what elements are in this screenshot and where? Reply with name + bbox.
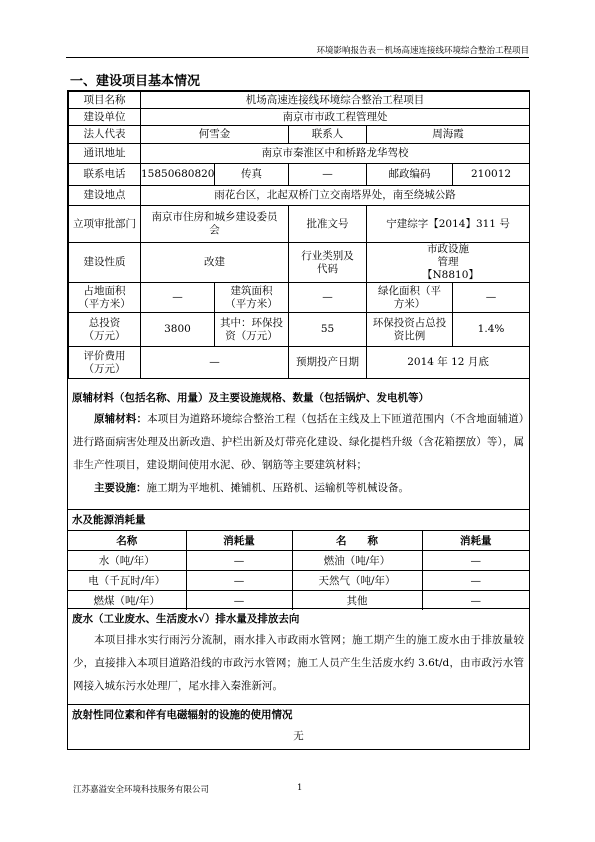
value-project-name: 机场高速连接线环境综合整治工程项目	[141, 92, 530, 109]
value-address: 南京市秦淮区中和桥路龙华驾校	[141, 144, 530, 164]
radiation-title: 放射性同位素和伴有电磁辐射的设施的使用情况	[72, 709, 293, 721]
header-rule	[66, 57, 529, 58]
footer-company: 江苏嘉溢安全环境科技服务有限公司	[73, 785, 210, 795]
label-env-invest: 其中：环保投资（万元）	[215, 313, 289, 347]
energy-cell: —	[422, 591, 529, 611]
radiation-value: 无	[293, 730, 304, 742]
value-env-invest: 55	[289, 313, 367, 347]
wastewater-section	[68, 608, 529, 698]
materials-raw-label: 原辅材料：	[94, 413, 148, 425]
label-industry: 行业类别及代码	[289, 243, 367, 283]
materials-section	[68, 388, 529, 500]
section-title: 一、建设项目基本情况	[70, 74, 201, 89]
materials-equip-paragraph	[68, 477, 529, 500]
materials-equip-text: 施工期为平地机、摊铺机、压路机、运输机等机械设备。	[146, 482, 409, 494]
value-total-invest: 3800	[141, 313, 215, 347]
label-location: 建设地点	[69, 186, 141, 206]
value-start-date: 2014 年 12 月底	[367, 347, 530, 379]
energy-cell: —	[186, 551, 292, 571]
label-total-invest: 总投资（万元）	[69, 313, 141, 347]
value-location: 雨花台区，北起双桥门立交南塔界处，南至绕城公路	[141, 186, 530, 206]
energy-col-amount: 消耗量	[186, 531, 292, 551]
materials-raw-text: 本项目为道路环境综合整治工程（包括在主线及上下匝道范围内（不含地面辅道）进行路面病害处理及出新改造、护栏出新及灯带亮化建设、绿化提档升级（含花箱摆放）等），属非生产性项目，建设期间使用水泥、砂、钢筋等主要建筑材料；	[73, 413, 524, 471]
value-legal-rep: 何雪金	[141, 126, 289, 144]
value-unit: 南京市市政工程管理处	[141, 109, 530, 126]
label-approval-no: 批准文号	[289, 206, 367, 243]
label-postcode: 邮政编码	[367, 164, 453, 186]
label-unit: 建设单位	[69, 109, 141, 126]
wastewater-title: 废水（工业废水、生活废水√）排水量及排放去向	[72, 613, 300, 625]
energy-col-amount2: 消耗量	[422, 531, 529, 551]
energy-cell: 燃油（吨/年）	[292, 551, 422, 571]
energy-col-name2: 名 称	[292, 531, 422, 551]
materials-raw-paragraph	[68, 408, 529, 477]
basic-info-table	[68, 91, 530, 379]
table-row	[68, 571, 529, 591]
energy-cell: 水（吨/年）	[68, 551, 186, 571]
energy-cell: 其他	[292, 591, 422, 611]
energy-title: 水及能源消耗量	[72, 514, 146, 526]
radiation-section	[68, 704, 529, 747]
energy-cell: —	[186, 591, 292, 611]
label-eval-cost: 评价费用（万元）	[69, 347, 141, 379]
energy-cell: 天然气（吨/年）	[292, 571, 422, 591]
materials-equip-label: 主要设施：	[94, 482, 147, 494]
energy-cell: 电（千瓦时/年）	[68, 571, 186, 591]
label-building-area: 建筑面积（平方米）	[215, 283, 289, 313]
value-postcode: 210012	[453, 164, 530, 186]
wastewater-text: 本项目排水实行雨污分流制，雨水排入市政雨水管网；施工期产生的施工废水由于排放量较少，直接排入本项目道路沿线的市政污水管网；施工人员产生生活废水约 3.6t/d，由市政污水管网接入城东污水处理厂，尾水排入秦淮新河。	[73, 634, 524, 692]
label-address: 通讯地址	[69, 144, 141, 164]
label-green-area: 绿化面积（平方米）	[367, 283, 453, 313]
label-env-ratio: 环保投资占总投资比例	[367, 313, 453, 347]
label-project-name: 项目名称	[69, 92, 141, 109]
value-land-area: —	[141, 283, 215, 313]
value-phone: 15850680820	[141, 164, 215, 186]
value-green-area: —	[453, 283, 530, 313]
materials-title: 原辅材料（包括名称、用量）及主要设施规格、数量（包括锅炉、发电机等）	[72, 392, 429, 404]
label-legal-rep: 法人代表	[69, 126, 141, 144]
value-env-ratio: 1.4%	[453, 313, 530, 347]
energy-section	[68, 509, 529, 610]
energy-cell: —	[422, 571, 529, 591]
label-land-area: 占地面积（平方米）	[69, 283, 141, 313]
value-approval-dept: 南京市住房和城乡建设委员会	[141, 206, 289, 243]
label-approval-dept: 立项审批部门	[69, 206, 141, 243]
page-number: 1	[297, 783, 303, 793]
energy-cell: —	[422, 551, 529, 571]
energy-cell: 燃煤（吨/年）	[68, 591, 186, 611]
label-nature: 建设性质	[69, 243, 141, 283]
label-start-date: 预期投产日期	[289, 347, 367, 379]
energy-cell: —	[186, 571, 292, 591]
energy-table	[68, 530, 529, 610]
value-industry: 市政设施管理【N8810】	[367, 243, 530, 283]
value-nature: 改建	[141, 243, 289, 283]
label-contact: 联系人	[289, 126, 367, 144]
value-building-area: —	[289, 283, 367, 313]
table-row	[68, 551, 529, 571]
value-eval-cost: —	[141, 347, 289, 379]
running-header: 环境影响报告表－机场高速连接线环境综合整治工程项目	[316, 46, 529, 56]
value-contact: 周海霞	[367, 126, 530, 144]
value-fax: —	[289, 164, 367, 186]
label-phone: 联系电话	[69, 164, 141, 186]
value-approval-no: 宁建综字【2014】311 号	[367, 206, 530, 243]
label-fax: 传真	[215, 164, 289, 186]
energy-col-name: 名称	[68, 531, 186, 551]
